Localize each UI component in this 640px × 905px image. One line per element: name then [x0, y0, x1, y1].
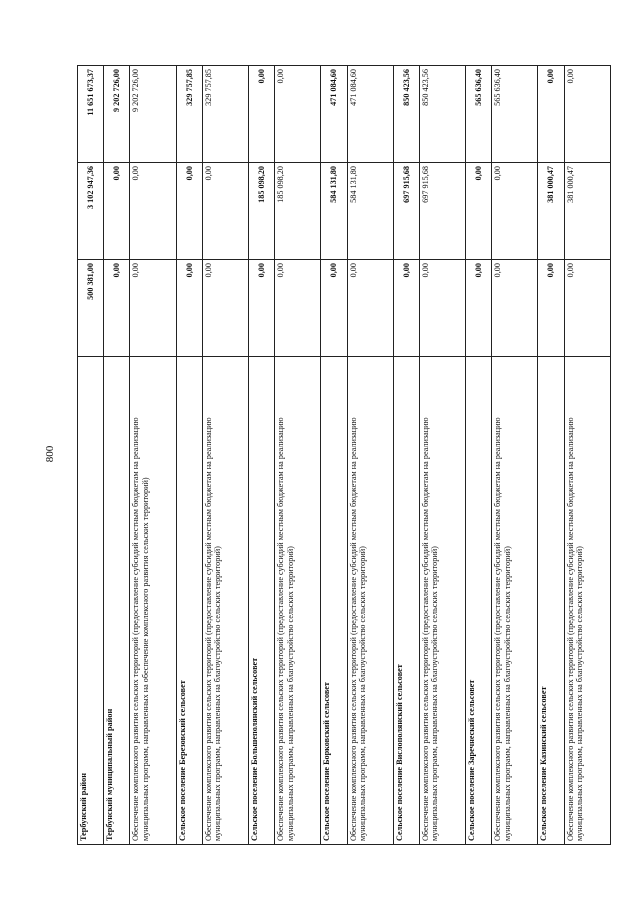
row-value-2: 697 915,68 — [419, 163, 465, 260]
row-value-2: 0,00 — [176, 163, 202, 260]
detail-row — [275, 66, 321, 845]
row-name: Сельское поселение Казинский сельсовет — [538, 357, 564, 845]
detail-row — [419, 66, 465, 845]
row-value-1: 0,00 — [321, 260, 347, 357]
row-value-2: 584 131,80 — [347, 163, 393, 260]
section-row — [78, 66, 104, 845]
row-value-1: 0,00 — [538, 260, 564, 357]
row-value-1: 0,00 — [466, 260, 492, 357]
section-row — [321, 66, 347, 845]
row-value-2: 185 098,20 — [275, 163, 321, 260]
detail-row — [130, 66, 176, 845]
row-value-3: 0,00 — [538, 66, 564, 163]
row-value-3: 850 423,56 — [393, 66, 419, 163]
row-value-3: 9 202 726,00 — [130, 66, 176, 163]
row-value-1: 0,00 — [492, 260, 538, 357]
section-row — [104, 66, 130, 845]
rotated-table-container — [77, 65, 611, 845]
row-value-3: 850 423,56 — [419, 66, 465, 163]
row-value-3: 0,00 — [564, 66, 610, 163]
row-value-3: 565 636,40 — [492, 66, 538, 163]
detail-row — [564, 66, 610, 845]
row-name: Обеспечение комплексного развития сельских территорий (предоставление субсидий местным бюджетам на реализацию муниципальных программ, направленных на обеспечение комплексного развития сельских территорий) — [130, 357, 176, 845]
row-value-2: 381 000,47 — [564, 163, 610, 260]
page-number: 800 — [44, 445, 56, 463]
row-name: Тербунский муниципальный район — [104, 357, 130, 845]
row-value-2: 381 000,47 — [538, 163, 564, 260]
row-value-3: 471 084,60 — [321, 66, 347, 163]
row-name: Обеспечение комплексного развития сельских территорий (предоставление субсидий местным бюджетам на реализацию муниципальных программ, направленных на благоустройство сельских территорий) — [419, 357, 465, 845]
section-row — [248, 66, 274, 845]
row-name: Обеспечение комплексного развития сельских территорий (предоставление субсидий местным бюджетам на реализацию муниципальных программ, направленных на благоустройство сельских территорий) — [492, 357, 538, 845]
row-name: Сельское поселение Березовский сельсовет — [176, 357, 202, 845]
row-value-3: 471 084,60 — [347, 66, 393, 163]
row-value-2: 3 102 947,36 — [78, 163, 104, 260]
row-name: Тербунский район — [78, 357, 104, 845]
row-value-3: 565 636,40 — [466, 66, 492, 163]
row-value-1: 0,00 — [176, 260, 202, 357]
row-name: Обеспечение комплексного развития сельских территорий (предоставление субсидий местным бюджетам на реализацию муниципальных программ, направленных на благоустройство сельских территорий) — [347, 357, 393, 845]
row-value-1: 500 381,00 — [78, 260, 104, 357]
section-row — [538, 66, 564, 845]
row-name: Сельское поселение Вислополянский сельсовет — [393, 357, 419, 845]
row-value-3: 0,00 — [248, 66, 274, 163]
row-value-1: 0,00 — [202, 260, 248, 357]
row-value-2: 0,00 — [466, 163, 492, 260]
row-value-2: 0,00 — [492, 163, 538, 260]
row-value-1: 0,00 — [275, 260, 321, 357]
row-name: Сельское поселение Большеполянский сельсовет — [248, 357, 274, 845]
detail-row — [492, 66, 538, 845]
row-value-1: 0,00 — [347, 260, 393, 357]
row-value-1: 0,00 — [130, 260, 176, 357]
section-row — [176, 66, 202, 845]
budget-table-body — [78, 66, 611, 845]
row-name: Сельское поселение Заречнеский сельсовет — [466, 357, 492, 845]
row-value-2: 0,00 — [130, 163, 176, 260]
row-name: Сельское поселение Борковский сельсовет — [321, 357, 347, 845]
row-value-3: 329 757,85 — [176, 66, 202, 163]
row-value-1: 0,00 — [419, 260, 465, 357]
row-value-3: 9 202 726,00 — [104, 66, 130, 163]
section-row — [466, 66, 492, 845]
row-value-2: 0,00 — [104, 163, 130, 260]
row-name: Обеспечение комплексного развития сельских территорий (предоставление субсидий местным бюджетам на реализацию муниципальных программ, направленных на благоустройство сельских территорий) — [202, 357, 248, 845]
row-name: Обеспечение комплексного развития сельских территорий (предоставление субсидий местным бюджетам на реализацию муниципальных программ, направленных на благоустройство сельских территорий) — [275, 357, 321, 845]
row-value-2: 0,00 — [202, 163, 248, 260]
row-value-3: 329 757,85 — [202, 66, 248, 163]
row-name: Обеспечение комплексного развития сельских территорий (предоставление субсидий местным бюджетам на реализацию муниципальных программ, направленных на благоустройство сельских территорий) — [564, 357, 610, 845]
row-value-3: 11 651 673,37 — [78, 66, 104, 163]
row-value-1: 0,00 — [248, 260, 274, 357]
row-value-3: 0,00 — [275, 66, 321, 163]
row-value-1: 0,00 — [393, 260, 419, 357]
row-value-1: 0,00 — [564, 260, 610, 357]
detail-row — [347, 66, 393, 845]
section-row — [393, 66, 419, 845]
row-value-1: 0,00 — [104, 260, 130, 357]
row-value-2: 185 098,20 — [248, 163, 274, 260]
budget-table — [77, 65, 611, 845]
row-value-2: 584 131,80 — [321, 163, 347, 260]
detail-row — [202, 66, 248, 845]
row-value-2: 697 915,68 — [393, 163, 419, 260]
